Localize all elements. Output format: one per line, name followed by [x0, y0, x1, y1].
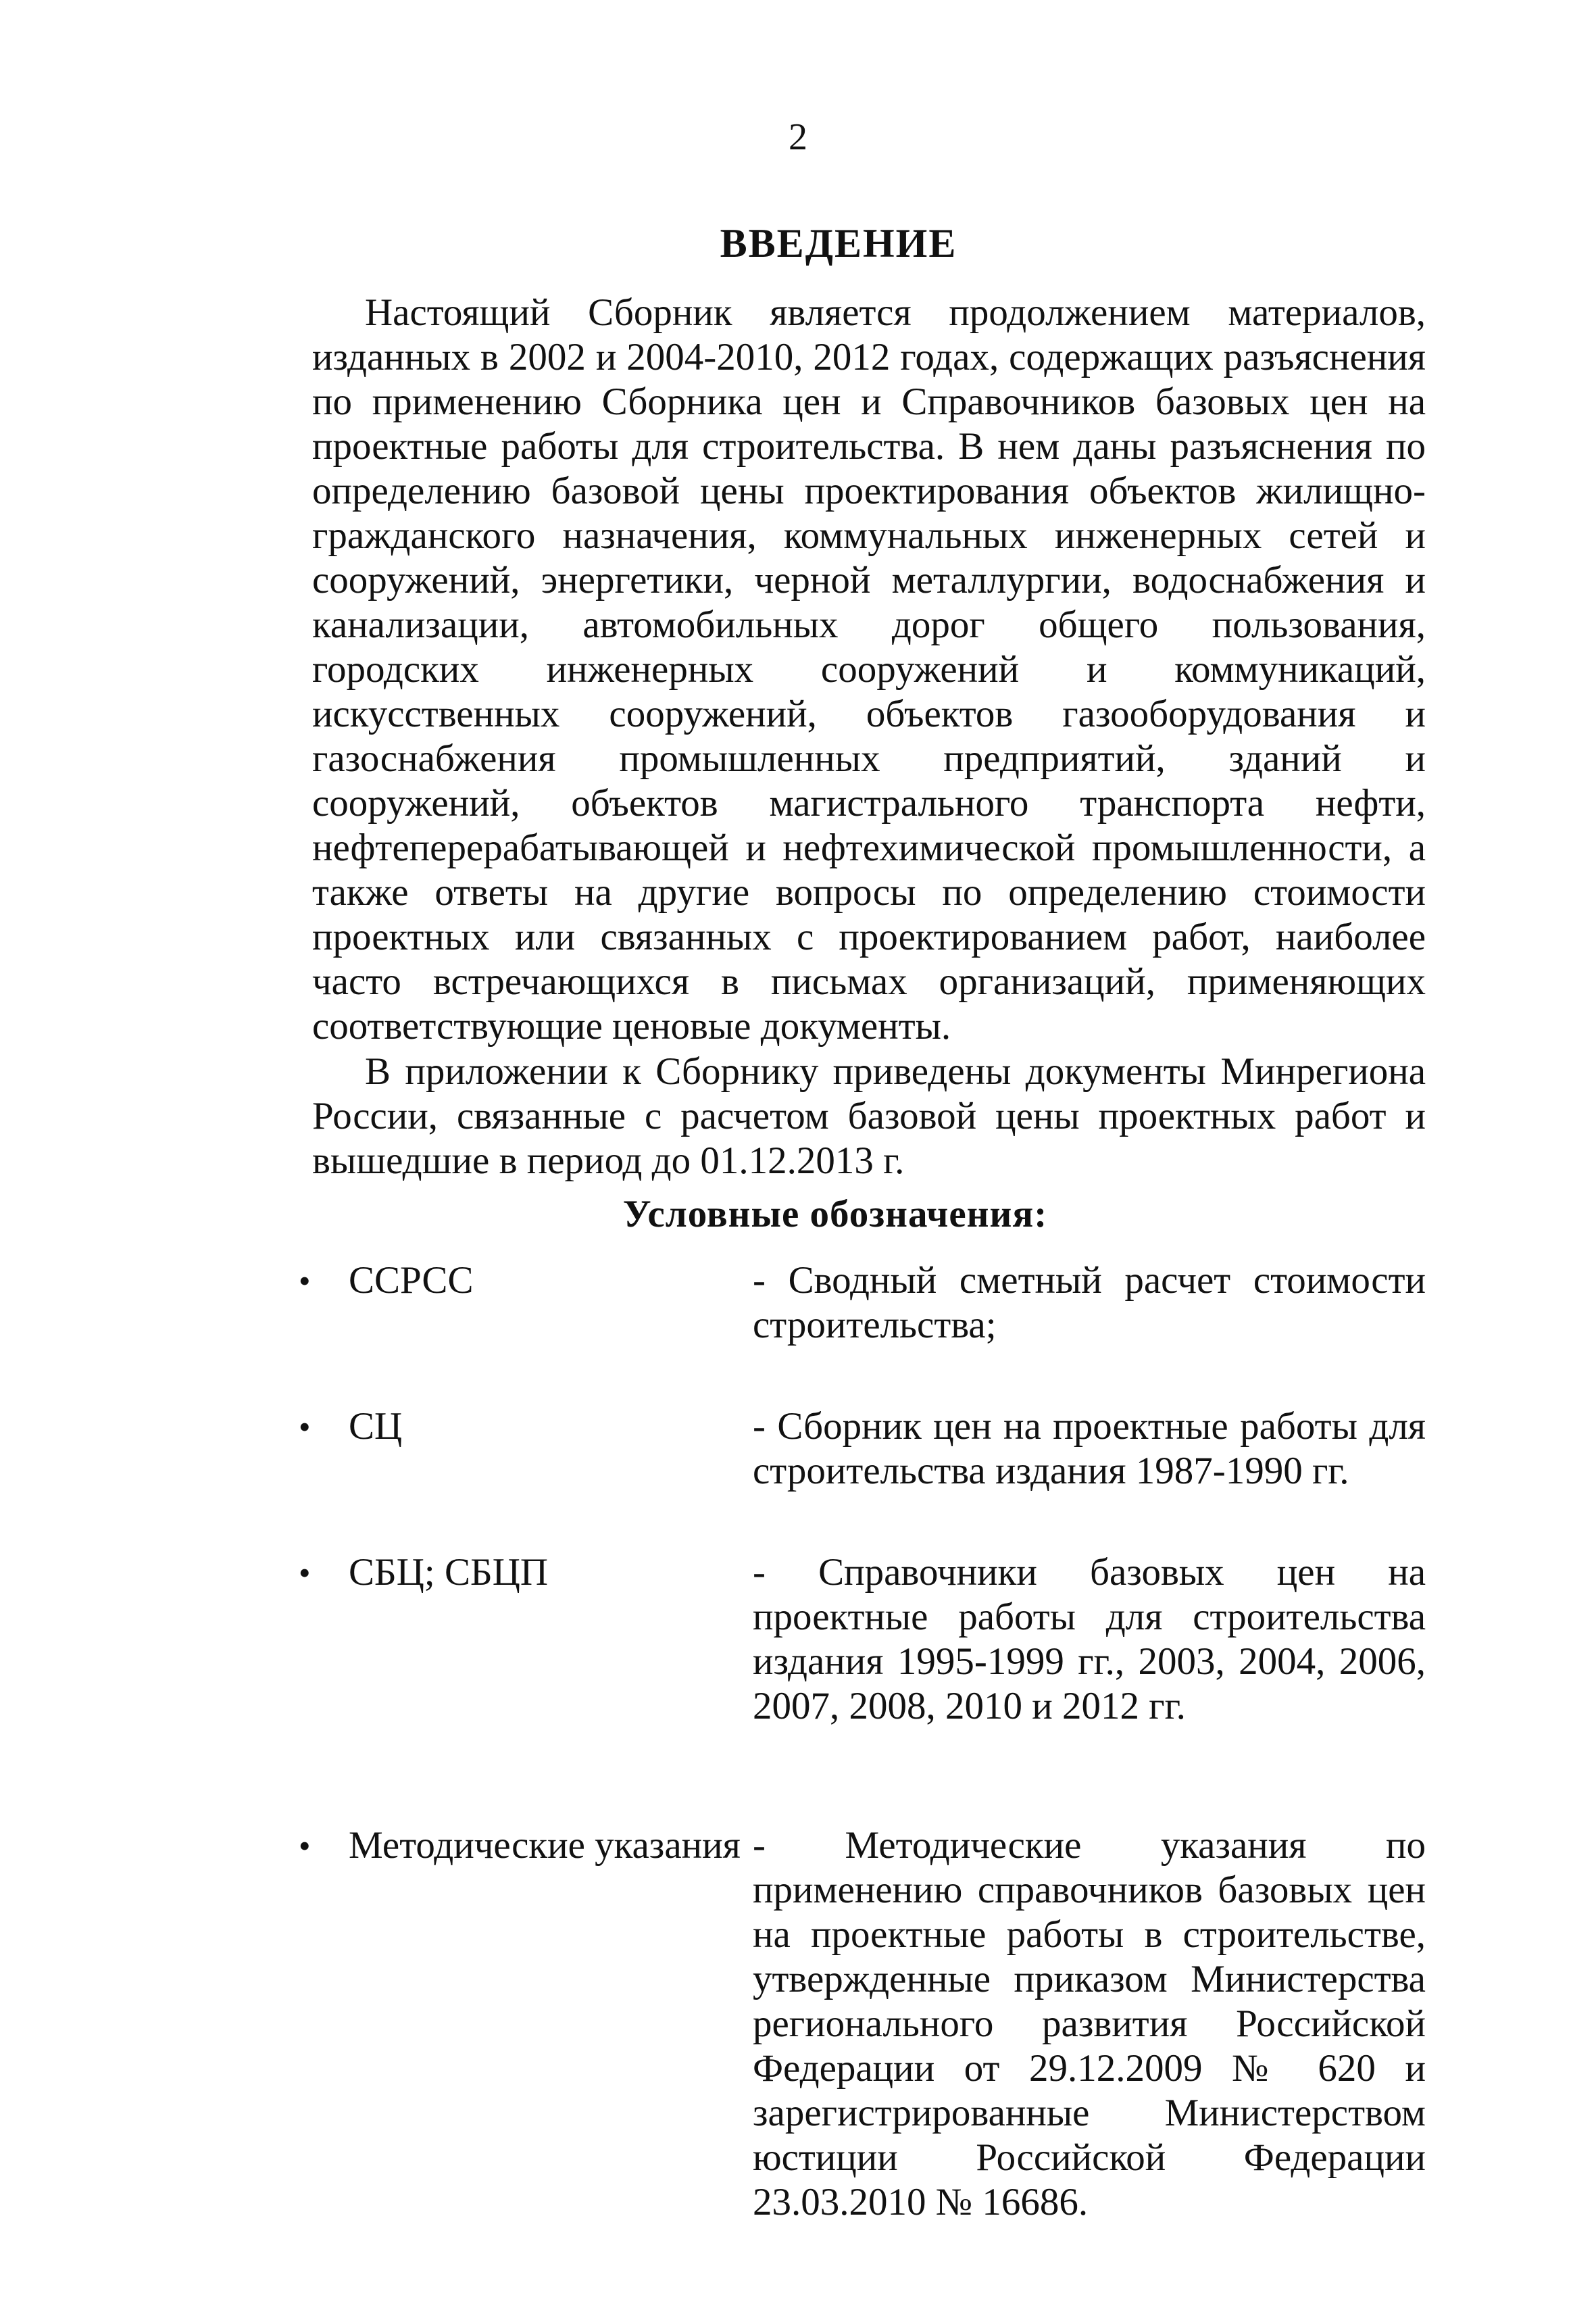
legend-list [299, 1258, 1426, 2225]
legend-title: Условные обозначения: [622, 1193, 1048, 1235]
legend-term: СЦ [349, 1405, 403, 1448]
legend-item [299, 1404, 1426, 1494]
bullet-icon: • [299, 1554, 311, 1592]
legend-definition: - Справочники базовых цен на проектные работы для строительства издания 1995-1999 гг., 2003, 2004, 2006, 2007, 2008, 2010 и 2012 гг. [753, 1551, 1426, 1727]
legend-definition: - Методические указания по применению справочников базовых цен на проектные работы в строительстве, утвержденные приказом Министерства регионального развития Российской Федерации от 29.12.2009 № 620 и зарегистрированные Министерством юстиции Российской Федерации 23.03.2010 № 16686. [753, 1824, 1426, 2223]
legend-item [299, 1550, 1426, 1729]
legend-term: ССРСС [349, 1259, 474, 1302]
legend-item [299, 1258, 1426, 1348]
legend-term: Методические указания [349, 1824, 741, 1867]
bullet-icon: • [299, 1262, 311, 1300]
legend-term: СБЦ; СБЦП [349, 1551, 549, 1594]
legend-item [299, 1823, 1426, 2225]
introduction-body [312, 291, 1426, 1184]
intro-paragraph-1: Настоящий Сборник является продолжением материалов, изданных в 2002 и 2004-2010, 2012 годах, содержащих разъяснения по применению Сборника цен и Справочников базовых цен на проектные работы для строительства. В нем даны разъяснения по определению базовой цены проектирования объектов жилищно-гражданского назначения, коммунальных инженерных сетей и сооружений, энергетики, черной металлургии, водоснабжения и канализации, автомобильных дорог общего пользования, городских инженерных сооружений и коммуникаций, искусственных сооружений, объектов газооборудования и газоснабжения промышленных предприятий, зданий и сооружений, объектов магистрального транспорта нефти, нефтеперерабатывающей и нефтехимической промышленности, а также ответы на другие вопросы по определению стоимости проектных или связанных с проектированием работ, наиболее часто встречающихся в письмах организаций, применяющих соответствующие ценовые документы. [312, 291, 1426, 1048]
section-title: ВВЕДЕНИЕ [720, 221, 957, 266]
intro-paragraph-2: В приложении к Сборнику приведены документы Минрегиона России, связанные с расчетом базовой цены проектных работ и вышедшие в период до 01.12.2013 г. [312, 1050, 1426, 1182]
bullet-icon: • [299, 1827, 311, 1865]
legend-definition: - Сборник цен на проектные работы для строительства издания 1987-1990 гг. [753, 1405, 1426, 1492]
legend-definition: - Сводный сметный расчет стоимости строительства; [753, 1259, 1426, 1346]
bullet-icon: • [299, 1408, 311, 1446]
page-number: 2 [789, 116, 807, 158]
